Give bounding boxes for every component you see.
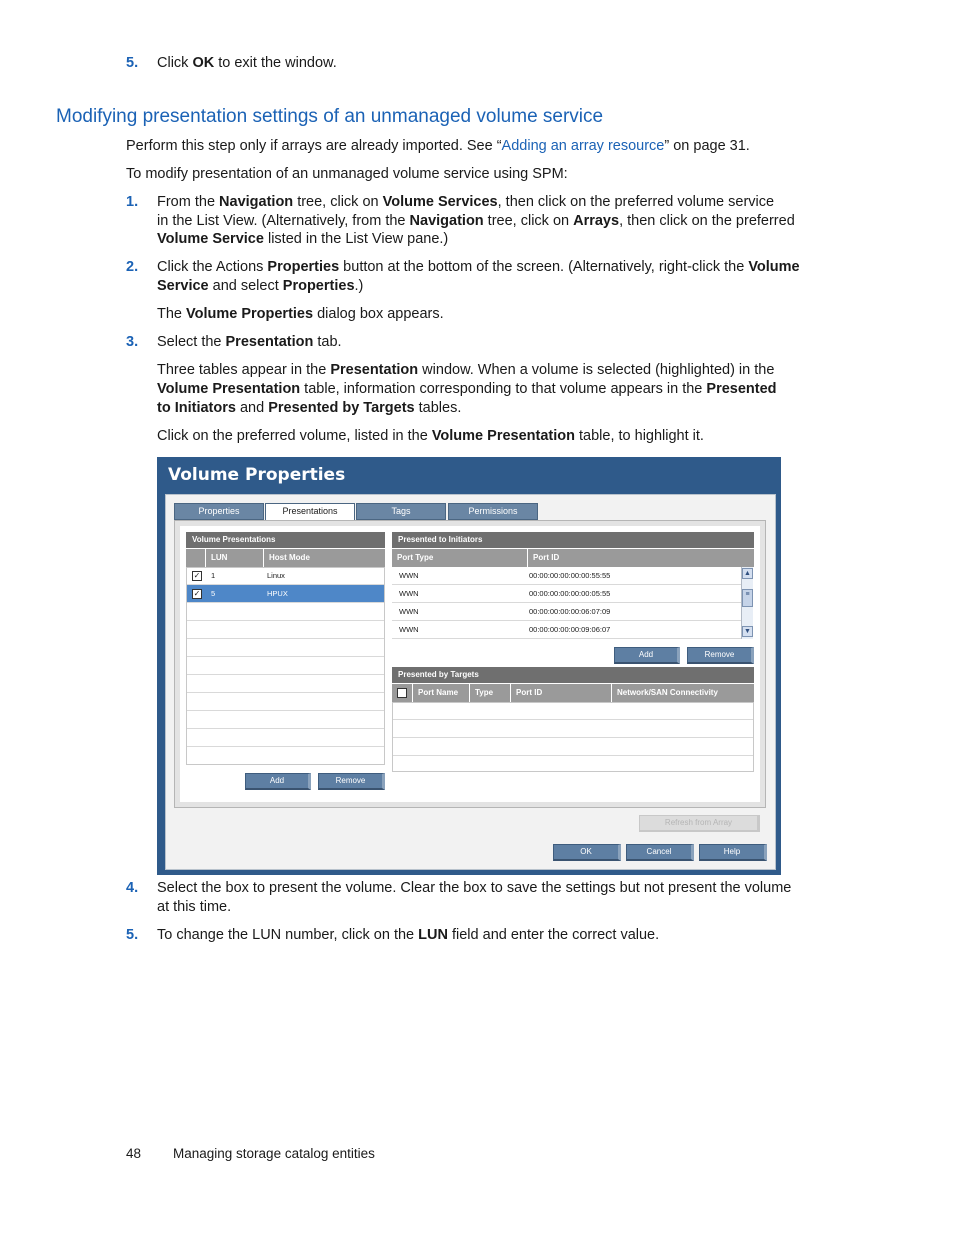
port-name-column-header: Port Name: [413, 684, 470, 702]
volume-add-button[interactable]: Add: [245, 773, 311, 790]
page-number: 48: [126, 1146, 142, 1161]
dialog-title: Volume Properties: [168, 465, 346, 485]
port-type-column-header: Port Type: [392, 549, 528, 567]
table-row[interactable]: [392, 621, 741, 639]
section-heading: Modifying presentation settings of an unmanaged volume service: [56, 106, 604, 127]
intro-paragraph: Perform this step only if arrays are already imported. See “Adding an array resource” on page 31.: [126, 138, 750, 154]
step-text: To change the LUN number, click on the LUN field and enter the correct value.: [157, 927, 660, 943]
port-type-value: WWN: [399, 625, 419, 634]
step-text: Service and select Properties.): [157, 278, 364, 294]
step-number: 3.: [126, 334, 139, 350]
step-text: Volume Presentation table, information corresponding to that volume appears in the Presented: [157, 381, 777, 397]
step-text: to Initiators and Presented by Targets tables.: [157, 400, 462, 416]
port-id-value: 00:00:00:00:00:00:05:55: [529, 589, 611, 598]
step-text: From the Navigation tree, click on Volume Services, then click on the preferred volume service: [157, 194, 775, 210]
help-button[interactable]: Help: [699, 844, 767, 861]
port-type-value: WWN: [399, 607, 419, 616]
step-text: Select the box to present the volume. Clear the box to save the settings but not present the volume: [157, 880, 792, 896]
presentations-panel: [174, 520, 766, 808]
step-number: 2.: [126, 259, 139, 275]
initiators-scrollbar[interactable]: [741, 567, 753, 639]
cancel-button[interactable]: Cancel: [626, 844, 694, 861]
select-all-checkbox[interactable]: [397, 688, 407, 698]
volume-properties-dialog: [157, 457, 781, 875]
table-title: Volume Presentations: [186, 532, 385, 548]
step-text: Click OK to exit the window.: [157, 55, 337, 71]
array-resource-link[interactable]: Adding an array resource: [501, 138, 665, 154]
scroll-down-icon[interactable]: ▼: [742, 626, 753, 637]
table-title: Presented to Initiators: [392, 532, 754, 548]
step-number: 4.: [126, 880, 139, 896]
port-type-value: WWN: [399, 589, 419, 598]
dialog-body: [165, 494, 776, 870]
table-row[interactable]: [392, 603, 741, 621]
present-checkbox[interactable]: ✓: [193, 571, 201, 580]
volume-remove-button[interactable]: Remove: [318, 773, 385, 790]
port-id-column-header: Port ID: [511, 684, 612, 702]
step-number: 1.: [126, 194, 139, 210]
select-column-header: [392, 684, 413, 702]
step-number: 5.: [126, 927, 139, 943]
refresh-from-array-button[interactable]: Refresh from Array: [639, 815, 760, 832]
initiator-remove-button[interactable]: Remove: [687, 647, 754, 664]
step-text: Click the Actions Properties button at the bottom of the screen. (Alternatively, right-click the Volume: [157, 259, 800, 275]
present-checkbox[interactable]: ✓: [193, 589, 201, 598]
host-mode-value: Linux: [267, 571, 285, 580]
lun-column-header: LUN: [206, 549, 264, 567]
table-title: Presented by Targets: [392, 667, 754, 683]
step-text: The Volume Properties dialog box appears.: [157, 306, 444, 322]
port-type-value: WWN: [399, 571, 419, 580]
connectivity-column-header: Network/SAN Connectivity: [612, 684, 754, 702]
scroll-thumb[interactable]: ≡: [742, 589, 753, 607]
step-text: at this time.: [157, 899, 232, 915]
type-column-header: Type: [470, 684, 511, 702]
step-number: 5.: [126, 55, 139, 71]
step-text: Three tables appear in the Presentation window. When a volume is selected (highlighted) in the: [157, 362, 775, 378]
step-text: in the List View. (Alternatively, from the Navigation tree, click on Arrays, then click on the preferred: [157, 213, 795, 229]
footer-section-title: Managing storage catalog entities: [173, 1146, 375, 1161]
port-id-value: 00:00:00:00:00:00:55:55: [529, 571, 611, 580]
initiator-add-button[interactable]: Add: [614, 647, 680, 664]
port-id-column-header: Port ID: [528, 549, 754, 567]
host-mode-column-header: Host Mode: [264, 549, 385, 567]
lun-value[interactable]: 5: [211, 589, 216, 598]
tab-permissions[interactable]: Permissions: [448, 503, 538, 520]
intro-paragraph-2: To modify presentation of an unmanaged volume service using SPM:: [126, 166, 568, 182]
table-row[interactable]: [392, 567, 741, 585]
port-id-value: 00:00:00:00:00:09:06:07: [529, 625, 611, 634]
step-text: Click on the preferred volume, listed in the Volume Presentation table, to highlight it.: [157, 428, 704, 444]
lun-value[interactable]: 1: [211, 571, 216, 580]
host-mode-value: HPUX: [267, 589, 288, 598]
tab-properties[interactable]: Properties: [174, 503, 264, 520]
select-column-header: [186, 549, 206, 567]
tab-presentations[interactable]: Presentations: [265, 503, 355, 521]
step-text: Volume Service listed in the List View pane.): [157, 231, 449, 247]
step-text: Select the Presentation tab.: [157, 334, 342, 350]
port-id-value: 00:00:00:00:00:06:07:09: [529, 607, 611, 616]
scroll-up-icon[interactable]: ▲: [742, 568, 753, 579]
ok-button[interactable]: OK: [553, 844, 621, 861]
tab-tags[interactable]: Tags: [356, 503, 446, 520]
table-row[interactable]: [392, 585, 741, 603]
